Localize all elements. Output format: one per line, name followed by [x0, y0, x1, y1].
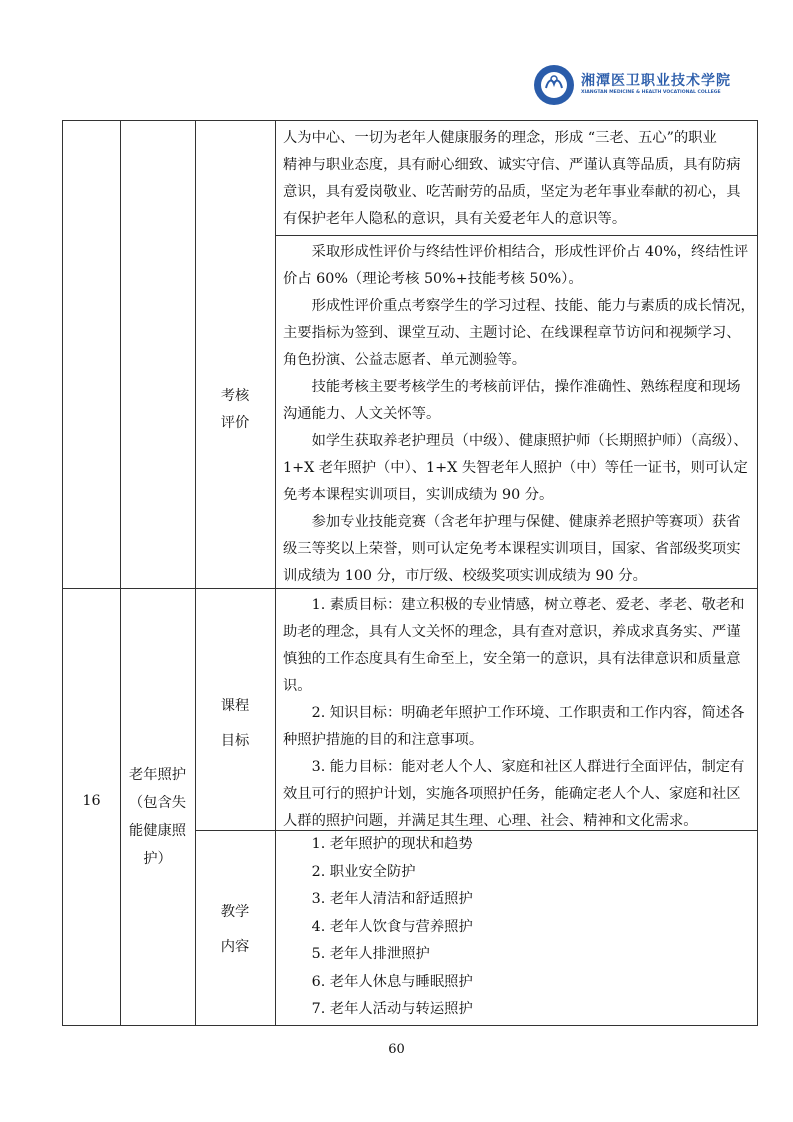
text-line: 意识，具有爱岗敬业、吃苦耐劳的品质，坚定为老年事业奉献的初心，具 [283, 184, 741, 200]
text-line: 1. 素质目标：建立积极的专业情感，树立尊老、爱老、孝老、敬老和 [283, 597, 745, 613]
assessment-label [195, 383, 275, 437]
text-line: 主要指标为签到、课堂互动、主题讨论、在线课程章节访问和视频学习、 [283, 325, 741, 341]
text-line: 角色扮演、公益志愿者、单元测验等。 [283, 352, 527, 368]
text-line: 效且可行的照护计划，实施各项照护任务，能确定老人个人、家庭和社区 [283, 786, 741, 802]
text-line: 价占 60%（理论考核 50%+技能考核 50%）。 [283, 271, 583, 287]
label-line: 目标 [220, 733, 250, 749]
text-line: （包含失 [128, 795, 187, 811]
logo-chinese-name: 湘潭医卫职业技术学院 [581, 73, 731, 89]
label-line: 内容 [220, 939, 250, 955]
text-line: 精神与职业态度，具有耐心细致、诚实守信、严谨认真等品质，具有防病 [283, 157, 741, 173]
text-line: 能健康照 [128, 823, 187, 839]
text-line: 识。 [283, 678, 312, 694]
text-line: 如学生获取养老护理员（中级）、健康照护师（长期照护师）（高级）、 [283, 433, 748, 449]
text-line: 4. 老年人饮食与营养照护 [283, 918, 473, 935]
text-line: 护） [143, 851, 172, 867]
text-line: 5. 老年人排泄照护 [283, 946, 430, 962]
text-line: 3. 能力目标：能对老人个人、家庭和社区人群进行全面评估，制定有 [283, 759, 745, 775]
label-line: 课程 [220, 698, 250, 714]
label-line: 评价 [220, 415, 250, 431]
quality-goal-continued-cell [283, 125, 741, 233]
college-logo [533, 64, 731, 106]
text-line: 参加专业技能竞赛（含老年护理与保健、健康养老照护等赛项）获省 [283, 514, 741, 530]
assessment-content-cell [283, 239, 755, 590]
course-number [63, 788, 120, 815]
teaching-content-cell [283, 831, 473, 1024]
text-line: 1+X 老年照护（中）、1+X 失智老年人照护（中）等任一证书，则可认定 [283, 460, 748, 476]
text-line: 人为中心、一切为老年人健康服务的理念，形成 “三老、五心”的职业 [283, 130, 717, 146]
text-line: 3. 老年人清洁和舒适照护 [283, 891, 473, 907]
course-goal-content-cell [283, 592, 744, 835]
text-line: 沟通能力、人文关怀等。 [283, 406, 441, 422]
text-line: 训成绩为 100 分，市厅级、校级奖项实训成绩为 90 分。 [283, 568, 647, 584]
column-divider [275, 121, 276, 1025]
text-line: 有保护老年人隐私的意识，具有关爱老年人的意识等。 [283, 211, 627, 227]
text-line: 种照护措施的目的和注意事项。 [283, 732, 484, 748]
text-line: 7. 老年人活动与转运照护 [283, 1001, 473, 1017]
logo-english-name: XIANGTAN MEDICINE & HEALTH VOCATIONAL COLLEGE [581, 90, 721, 95]
text-line: 采取形成性评价与终结性评价相结合，形成性评价占 40%，终结性评 [283, 244, 749, 260]
column-divider [120, 121, 121, 1025]
text-line: 1. 老年照护的现状和趋势 [283, 836, 473, 852]
label-line: 教学 [220, 904, 250, 920]
row-divider [275, 235, 757, 236]
text-line: 级三等奖以上荣誉，则可认定免考本课程实训项目，国家、省部级奖项实 [283, 541, 741, 557]
course-name [120, 761, 195, 873]
text-line: 2. 知识目标：明确老年照护工作环境、工作职责和工作内容，简述各 [283, 705, 745, 721]
text-line: 形成性评价重点考察学生的学习过程、技能、能力与素质的成长情况， [283, 298, 755, 314]
course-number-text: 16 [82, 793, 101, 809]
text-line: 技能考核主要考核学生的考核前评估，操作准确性、熟练程度和现场 [283, 379, 741, 395]
text-line: 慎独的工作态度具有生命至上，安全第一的意识，具有法律意识和质量意 [283, 651, 741, 667]
text-line: 2. 职业安全防护 [283, 863, 416, 880]
course-table [62, 120, 758, 1026]
text-line: 6. 老年人休息与睡眠照护 [283, 973, 473, 990]
text-line: 人群的照护问题，并满足其生理、心理、社会、精神和文化需求。 [283, 813, 698, 829]
teaching-content-label [195, 899, 275, 961]
college-emblem-icon [533, 64, 575, 106]
column-divider [195, 121, 196, 1025]
text-line: 助老的理念，具有人文关怀的理念，具有查对意识，养成求真务实、严谨 [283, 624, 741, 640]
text-line: 免考本课程实训项目，实训成绩为 90 分。 [283, 487, 554, 503]
page-number: 60 [388, 1042, 405, 1057]
label-line: 考核 [220, 388, 250, 404]
course-goal-label [195, 693, 275, 755]
text-line: 老年照护 [128, 767, 187, 783]
